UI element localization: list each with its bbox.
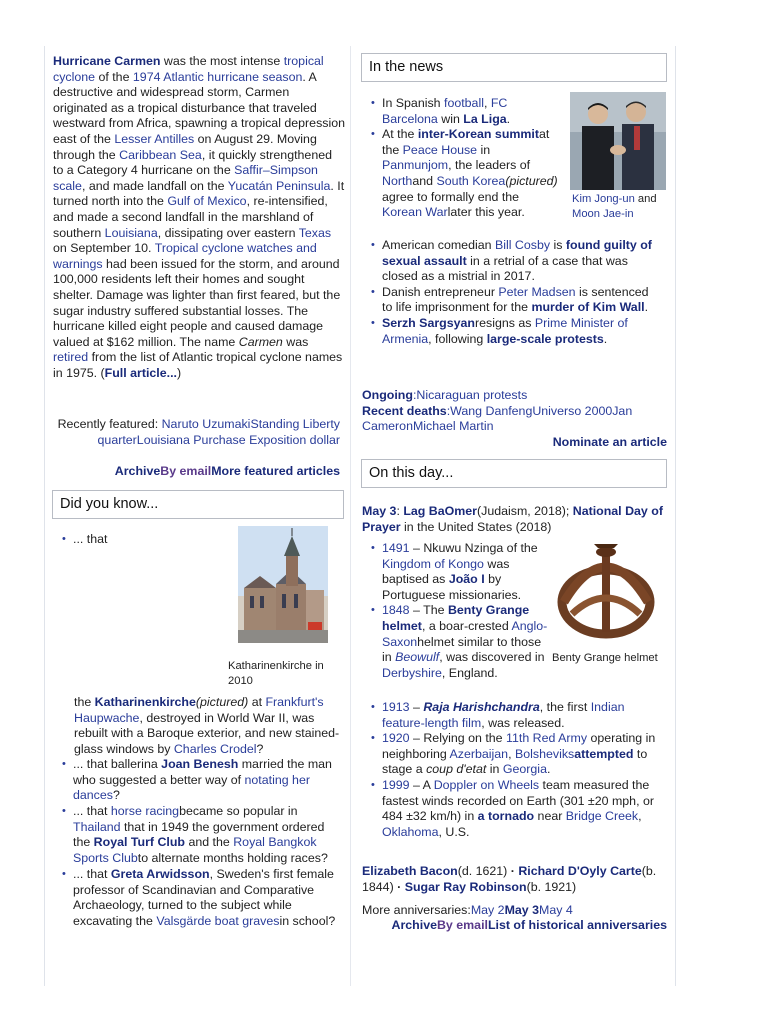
link-sexual-assault-verdict[interactable]: found guilty of sexual assault: [382, 238, 652, 268]
kim-moon-image[interactable]: [570, 92, 666, 190]
recent-louisiana-dollar[interactable]: Louisiana Purchase Exposition dollar: [136, 432, 340, 447]
list-item: • Danish entrepreneur Peter Madsen is sentenced to life imprisonment for the murder of Kim Wall.: [382, 285, 662, 316]
link-georgia[interactable]: Georgia: [502, 762, 547, 777]
link-fc-barcelona[interactable]: FC Barcelona: [382, 96, 508, 126]
list-item: • 1491 – Nkuwu Nzinga of the Kingdom of Kongo was baptised as João I by Portuguese missionaries.: [382, 541, 554, 603]
link-louisiana[interactable]: Louisiana: [104, 225, 158, 240]
more-featured-link[interactable]: More featured articles: [211, 464, 340, 478]
link-bill-cosby[interactable]: Bill Cosby: [494, 238, 551, 252]
link-watches-warnings[interactable]: Tropical cyclone watches and warnings: [53, 241, 317, 271]
otd-births: Elizabeth Bacon(d. 1621) · Richard D'Oyly Carte(b. 1844) · Sugar Ray Robinson(b. 1921): [362, 864, 657, 894]
link-texas[interactable]: Texas: [298, 225, 332, 240]
featured-title-link[interactable]: Hurricane Carmen: [53, 54, 161, 68]
list-item: • In Spanish football, FC Barcelona win La Liga.: [382, 96, 562, 127]
link-anglo-saxon[interactable]: Anglo-Saxon: [382, 618, 548, 649]
list-item: • 1920 – Relying on the 11th Red Army operating in neighboring Azerbaijan, Bolsheviksattempted to stage a coup d'etat in Georgia.: [382, 731, 667, 778]
kim-moon-caption: Kim Jong-un and Moon Jae-in: [572, 193, 657, 220]
link-national-day-prayer[interactable]: National Day of Prayer: [362, 504, 663, 534]
link-peace-house[interactable]: Peace House: [402, 142, 478, 157]
katharinenkirche-caption: Katharinenkirche in 2010: [228, 660, 324, 687]
link-tropical-cyclone[interactable]: tropical cyclone: [53, 54, 324, 84]
list-item: • ... that horse racingbecame so popular in Thailand that in 1949 the government ordered the Royal Turf Club and the Royal Bangkok Sports Clubto alternate months holding races?: [73, 804, 345, 866]
otd-list: [362, 541, 554, 681]
link-1920[interactable]: 1920: [382, 731, 410, 746]
list-item: • ... that ballerina Joan Benesh married the man who suggested a better way of notating her dances?: [73, 757, 345, 804]
link-may-2[interactable]: May 2: [470, 903, 505, 917]
link-may-3-current[interactable]: May 3: [504, 903, 539, 917]
link-richard-doyly-carte[interactable]: Richard D'Oyly Carte: [518, 864, 642, 878]
link-serzh-sargsyan[interactable]: Serzh Sargsyan: [382, 315, 475, 330]
link-north-korea[interactable]: North: [382, 173, 413, 188]
link-korean-war[interactable]: Korean War: [382, 205, 448, 220]
link-royal-turf-club[interactable]: Royal Turf Club: [93, 835, 185, 850]
link-pm-armenia[interactable]: Prime Minister of Armenia: [382, 315, 628, 346]
link-sugar-ray-robinson[interactable]: Sugar Ray Robinson: [404, 879, 527, 894]
link-murder-kim-wall[interactable]: murder of Kim Wall: [531, 300, 645, 315]
link-joao-i[interactable]: João I: [448, 572, 485, 587]
link-indian-film[interactable]: Indian feature-length film: [382, 700, 625, 730]
helmet-caption: Benty Grange helmet: [552, 652, 658, 664]
list-item: • American comedian Bill Cosby is found guilty of sexual assault in a retrial of a case that was closed as a mistrial in 2017.: [382, 238, 662, 285]
link-peter-madsen[interactable]: Peter Madsen: [498, 284, 576, 299]
link-caribbean-sea[interactable]: Caribbean Sea: [119, 147, 202, 162]
benty-grange-helmet-image[interactable]: [554, 542, 658, 646]
link-yucatan[interactable]: Yucatán Peninsula: [227, 178, 331, 193]
link-1848[interactable]: 1848: [382, 603, 410, 618]
dyk-list-continued: [74, 695, 345, 757]
church-illustration: [238, 526, 328, 643]
helmet-illustration: [554, 542, 658, 646]
dyk-list-2: [53, 757, 345, 930]
news-list: [362, 96, 562, 221]
summit-photo-illustration: [570, 92, 666, 190]
link-doppler-on-wheels[interactable]: Doppler on Wheels: [433, 777, 540, 792]
recent-deaths-links[interactable]: :Wang DanfengUniverso 2000Jan CameronMichael Martin: [362, 403, 633, 434]
right-column: [352, 46, 674, 986]
list-item: • 1913 – Raja Harishchandra, the first Indian feature-length film, was released.: [382, 700, 667, 731]
link-1999[interactable]: 1999: [382, 777, 410, 792]
link-joan-benesh[interactable]: Joan Benesh: [161, 757, 239, 771]
link-11th-red-army[interactable]: 11th Red Army: [506, 731, 588, 746]
link-may-4[interactable]: May 4: [539, 903, 573, 917]
link-la-liga[interactable]: La Liga: [463, 111, 507, 126]
link-bolsheviks[interactable]: Bolsheviks: [514, 746, 575, 761]
list-item: • ... that: [73, 532, 345, 548]
nominate-link[interactable]: Nominate an article: [552, 435, 667, 449]
nominate-row: [362, 435, 667, 451]
list-item: • At the inter-Korean summitat the Peace House in Panmunjom, the leaders of Northand South Korea(pictured) agree to formally end the Korean Warlater this year.: [382, 127, 562, 221]
list-item: • Serzh Sargsyanresigns as Prime Minister of Armenia, following large-scale protests.: [382, 316, 662, 347]
link-elizabeth-bacon[interactable]: Elizabeth Bacon: [362, 864, 458, 878]
link-royal-bangkok-sports-club[interactable]: Royal Bangkok Sports Club: [73, 835, 317, 866]
featured-article: Hurricane Carmen was the most intense tropical cyclone of the 1974 Atlantic hurricane season. A destructive and widespread storm, Carmen originated as a tropical disturbance that traveled westward from Africa, spawning a tropical depression east of the Lesser Antilles on August 29. Moving through the Caribbean Sea, it quickly strengthened to a Category 4 hurricane on the Saffir–Simpson scale, and made landfall on the Yucatán Peninsula. It turned north into the Gulf of Mexico, re-intensified, and made a second landfall in the marshland of southern Louisiana, dissipating over eastern Texas on September 10. Tropical cyclone watches and warnings had been issued for the storm, and around 100,000 residents left their homes and sought shelter. Damage was lighter than first feared, but the sugar industry suffered substantial losses. The hurricane killed eight people and caused damage valued at $162 million. The name Carmen was retired from the list of Atlantic tropical cyclone names in 1975. (Full article...): [53, 54, 346, 380]
list-item: • 1848 – The Benty Grange helmet, a boar-crested Anglo-Saxonhelmet similar to those in Beowulf, was discovered in Derbyshire, England.: [382, 603, 554, 681]
link-lag-baomer[interactable]: Lag BaOmer: [403, 504, 478, 518]
link-oklahoma[interactable]: Oklahoma: [382, 824, 439, 839]
full-article-link[interactable]: Full article...: [104, 365, 177, 380]
ongoing-label[interactable]: Ongoing: [362, 388, 413, 402]
archive-link[interactable]: Archive: [114, 464, 161, 478]
link-notating-dances[interactable]: notating her dances: [73, 772, 310, 803]
link-charles-crodel[interactable]: Charles Crodel: [173, 741, 257, 756]
otd-list-2: [362, 700, 667, 840]
link-attempted-coup[interactable]: attempted: [574, 746, 634, 761]
otd-heading: On this day...: [361, 459, 667, 488]
news-list-2: [362, 238, 662, 347]
link-moon-jae-in[interactable]: Moon Jae-in: [572, 208, 634, 220]
link-saffir-simpson[interactable]: Saffir–Simpson scale: [53, 163, 318, 193]
link-lesser-antilles[interactable]: Lesser Antilles: [114, 131, 195, 146]
ongoing-links[interactable]: :Nicaraguan protests: [412, 388, 528, 402]
news-heading: In the news: [361, 53, 667, 82]
link-south-korea[interactable]: South Korea: [436, 173, 506, 188]
link-frankfurt-haupwache[interactable]: Frankfurt's Haupwache: [74, 695, 324, 725]
recent-liberty-quarter[interactable]: Standing Liberty quarter: [97, 417, 340, 447]
link-valsgarde-boat-graves[interactable]: Valsgärde boat graves: [156, 913, 280, 928]
link-beowulf[interactable]: Beowulf: [395, 650, 440, 665]
link-greta-arwidsson[interactable]: Greta Arwidsson: [110, 867, 210, 882]
link-1913[interactable]: 1913: [382, 700, 410, 714]
link-gulf-of-mexico[interactable]: Gulf of Mexico: [167, 194, 247, 209]
link-benty-grange-helmet[interactable]: Benty Grange helmet: [382, 603, 530, 633]
dyk-item-1-text: the Katharinenkirche(pictured) at Frankfurt's Haupwache, destroyed in World War II, was rebuilt with a Baroque exterior, and new stained-glass windows by Charles Crodel?: [74, 695, 340, 756]
otd-by-email-link[interactable]: By email: [436, 918, 488, 932]
link-inter-korean-summit[interactable]: inter-Korean summit: [417, 127, 539, 142]
news-ongoing: [362, 388, 667, 435]
recent-deaths-label[interactable]: Recent deaths: [362, 403, 447, 418]
link-bridge-creek[interactable]: Bridge Creek: [565, 809, 639, 824]
otd-more-anniversaries: More anniversaries:May 2May 3May 4: [362, 903, 573, 917]
otd-date-line: May 3: Lag BaOmer(Judaism, 2018); National Day of Prayer in the United States (2018): [362, 504, 663, 534]
link-protests[interactable]: large-scale protests: [486, 331, 604, 346]
main-page-frame: [44, 46, 676, 986]
link-raja-harishchandra[interactable]: Raja Harishchandra: [423, 700, 540, 714]
link-panmunjom[interactable]: Panmunjom: [382, 158, 449, 173]
link-horse-racing[interactable]: horse racing: [110, 804, 180, 819]
link-kim-jong-un[interactable]: Kim Jong-un: [572, 193, 635, 205]
list-item: • ... that Greta Arwidsson, Sweden's first female professor of Scandinavian and Comparative Archaeology, turned to the subject while excavating the Valsgärde boat gravesin school?: [73, 867, 345, 929]
link-list-anniversaries[interactable]: List of historical anniversaries: [487, 918, 667, 932]
link-1491[interactable]: 1491: [382, 541, 410, 555]
link-katharinenkirche[interactable]: Katharinenkirche: [94, 695, 196, 709]
link-1974-season[interactable]: 1974 Atlantic hurricane season: [132, 69, 303, 84]
list-item: • 1999 – A Doppler on Wheels team measured the fastest winds recorded on Earth (301 ±20 mph, or 484 ±32 km/h) in a tornado near Bridge Creek, Oklahoma, U.S.: [382, 778, 667, 840]
link-retired[interactable]: retired: [53, 350, 89, 365]
dyk-heading: Did you know...: [52, 490, 344, 519]
recently-featured: Recently featured: Naruto UzumakiStanding Liberty quarterLouisiana Purchase Exposition dollar: [57, 417, 340, 447]
link-azerbaijan[interactable]: Azerbaijan: [449, 746, 509, 761]
link-may-3[interactable]: May 3: [362, 504, 397, 518]
recent-naruto[interactable]: Naruto Uzumaki: [161, 417, 251, 431]
featured-footer-links: [53, 464, 340, 480]
link-a-tornado[interactable]: a tornado: [477, 809, 535, 824]
otd-footer-links: [362, 918, 667, 934]
otd-archive-link[interactable]: Archive: [391, 918, 437, 932]
link-kingdom-kongo[interactable]: Kingdom of Kongo: [382, 556, 484, 571]
link-derbyshire[interactable]: Derbyshire: [382, 665, 442, 680]
left-column: [45, 46, 351, 986]
katharinenkirche-image[interactable]: [238, 526, 328, 643]
link-thailand[interactable]: Thailand: [73, 819, 121, 834]
by-email-link[interactable]: By email: [160, 464, 212, 478]
link-football[interactable]: football: [444, 96, 484, 110]
